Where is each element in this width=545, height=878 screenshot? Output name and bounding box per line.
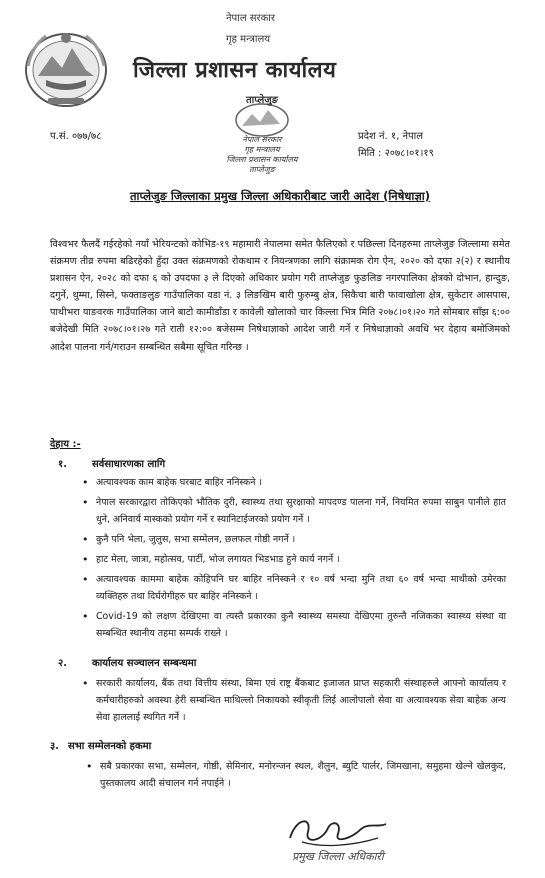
stamp-line3: जिल्ला प्रशासन कार्यालय (226, 155, 298, 164)
list-item: • सबै प्रकारका सभा, सम्मेलन, गोष्ठी, सेमिनार, मनोरन्जन स्थल, शैलुन, ब्युटि पार्लर, जिमखाना, समुहमा खेल्ने खेलकुद, पुस्तकालय आदी संचालन गर्न नपाईने । (86, 760, 506, 789)
section-3-number: ३. (50, 741, 59, 752)
stamp-district: ताप्लेजुङ (245, 95, 279, 106)
signature (282, 808, 402, 854)
section-3-title: सभा सम्मेलनको हकमा (68, 741, 152, 752)
stamp-line4: ताप्लेजुङ (249, 165, 275, 174)
nepal-emblem-icon (22, 26, 110, 108)
bullet-icon: • (82, 677, 89, 690)
stamp-emblem-icon (234, 102, 290, 138)
bullet-icon: • (86, 760, 93, 773)
list-item: • अत्यावश्यक काममा बाहेक कोहिपनि घर बाहिर ननिस्कने र १० वर्ष भन्दा मुनि तथा ६० वर्ष भन्दा माथीको उमेरका व्यक्तिहरु तथा दिर्घरोगीहरु घर बाहिर ननिस्कने । (82, 573, 506, 602)
list-item: • सरकारी कार्यालय, बैंक तथा वित्तीय संस्था, बिमा एवं राष्ट्र बैंकबाट इजाजत प्राप्त सहकारी संस्थाहरुले आफ्नो कार्यालय र कर्मचारीहरुको अवस्था हेरी सम्बन्धित माथिल्लो निकायको स्वीकृती लिई आलोपालो सेवा वा अत्यावश्यक सेवा बाहेक अन्य सेवा हाललाई स्थगित गर्ने । (82, 677, 506, 723)
list-item: • नेपाल सरकारद्वारा तोकिएको भौतिक दुरी, स्वास्थ्य तथा सुरक्षाको मापदण्ड पालना गर्ने, नियमित रुपमा साबुन पानीले हात धुने, अनिवार्य मास्कको प्रयोग गर्ने र स्यानिटाईजरको प्रयोग गर्ने । (82, 496, 506, 525)
list-heading: देहाय :- (50, 439, 81, 450)
list-item: • Covid-19 को लक्षण देखिएमा वा त्यस्तै प्रकारका कुनै स्वास्थ्य समस्या देखिएमा तुरुन्तै नजिकका स्वास्थ्य संस्था वा सम्बन्धित स्थानीय तहमा सम्पर्क राख्ने । (82, 610, 506, 639)
section-3-list (86, 758, 506, 792)
list-item: • कुनै पनि भेला, जुलुस, सभा सम्मेलन, छलफल गोष्ठी नगर्ने । (82, 533, 296, 546)
section-2-list (82, 675, 506, 726)
section-1-number: १. (58, 459, 67, 470)
section-1-title: सर्वसाधारणका लागि (92, 459, 166, 470)
stamp-line1: नेपाल सरकार (242, 135, 282, 144)
reference-number: प.सं. ०७७/७८ (50, 131, 102, 142)
signature-title: प्रमुख जिल्ला अधिकारी (292, 850, 384, 863)
order-heading: ताप्लेजुङ जिल्लाका प्रमुख जिल्ला अधिकारीबाट जारी आदेश (निषेधाज्ञा) (129, 189, 430, 203)
section-1-list (82, 474, 506, 642)
office-stamp (212, 92, 312, 178)
bullet-icon: • (82, 573, 89, 586)
bullet-icon: • (82, 496, 89, 509)
bullet-icon: • (82, 610, 89, 623)
address-province: प्रदेश नं. १, नेपाल (358, 131, 424, 142)
ministry-name: गृह मन्त्रालय (226, 34, 271, 45)
issue-date: मिति : २०७८।०१।१९ (358, 148, 434, 159)
bullet-icon: • (82, 533, 89, 546)
bullet-icon: • (82, 553, 89, 566)
government-name: नेपाल सरकार (226, 13, 275, 24)
list-item: • अत्यावश्यक काम बाहेक घरबाट बाहिर ननिस्कने । (82, 476, 262, 489)
section-2-title: कार्यालय सञ्चालन सम्बन्धमा (92, 658, 197, 669)
body-paragraph: विश्वभर फैलदैं गईरहेको नयाँ भेरियन्टको कोभिड-१९ महामारी नेपालमा समेत फैलिएको र पछिल्ला दिनहरुमा ताप्लेजुङ जिल्लामा समेत संक्रमण तीव्र रुपमा बढिरहेको हुँदा उक्त संक्रमणको रोकथाम र नियन्त्रणका लागि संक्रामक रोग ऐन, २०२० को दफा २(२) र स्थानीय प्रशासन ऐन, २०२८ को दफा ६ को उपदफा ३ ले दिएको अधिकार प्रयोग गरी ताप्लेजुङ फुङलिङ नगरपालिका क्षेत्रको दोभान, हान्दुङ, दगुर्ने, थुम्मा, सिस्ने, फक्ताङलुङ गाउँपालिका वडा नं. ३ लिङखिम बारी फुरुम्बु क्षेत्र, सिकैचा बारी फावाखोला क्षेत्र, सुकेटार आसपास, पाथीभरा याङवरक गाउँपालिका जाने बाटो कामीडाँडा र कावेली खोलाको चार किल्ला भित्र मिति २०७८।०१।२० गते सोमबार साँझ ६:०० बजेदेखी मिति २०७८।०१।२७ गते राती १२:०० बजेसम्म निषेधाज्ञाको आदेश जारी गर्ने र निषेधाज्ञाको अवधि भर देहाय बमोजिमको आदेश पालना गर्न/गराउन सम्बन्धित सबैमा सूचित गरिन्छ । (50, 239, 510, 353)
section-2-number: २. (58, 658, 67, 669)
stamp-line2: गृह मन्त्रालय (244, 145, 280, 154)
office-title: जिल्ला प्रशासन कार्यालय (133, 58, 337, 83)
list-item: • हाट मेला, जात्रा, महोत्सव, पार्टी, भोज लगायत भिडभाड हुने कार्य नगर्ने । (82, 553, 340, 566)
bullet-icon: • (82, 476, 89, 489)
